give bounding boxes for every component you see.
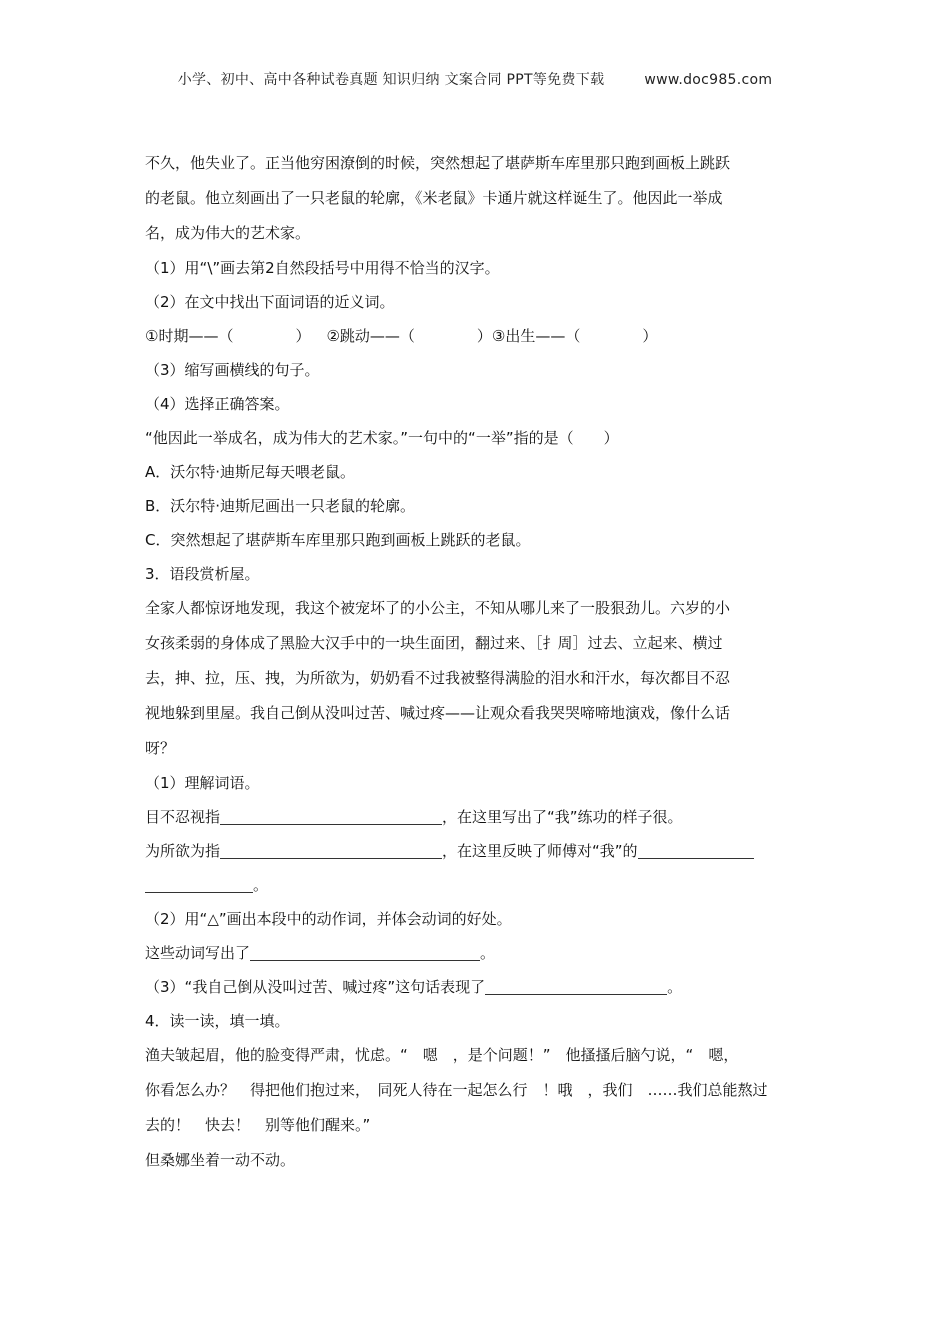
word-1-answer-line[interactable] (220, 804, 442, 825)
paragraph-line: 但桑娜坐着一动不动。 (145, 1151, 296, 1169)
synonym-row (145, 319, 809, 353)
paragraph-line: 渔夫皱起眉，他的脸变得严肃，忧虑。“ 嗯 ，是个问题！” 他搔搔后脑勺说，“ 嗯， (145, 1046, 739, 1064)
question-4: （4）选择正确答案。 (145, 395, 290, 413)
word-1-row (145, 800, 809, 834)
question-2: （2）在文中找出下面词语的近义词。 (145, 293, 395, 311)
section-3-title: 3．语段赏析屋。 (145, 565, 260, 583)
paragraph-line: 去，抻、拉，压、拽，为所欲为，奶奶看不过我被整得满脸的泪水和汗水，每次都目不忍 (145, 669, 731, 687)
question-3-end: 。 (667, 978, 683, 996)
question-1: （1）用“\”画去第2自然段括号中用得不恰当的汉字。 (145, 259, 500, 277)
word-2-row (145, 834, 809, 868)
synonym-c-close: ） (642, 327, 658, 345)
paragraph-line: 名，成为伟大的艺术家。 (145, 224, 311, 242)
question-3-label: （3）“我自己倒从没叫过苦、喊过疼”这句话表现了 (145, 978, 486, 996)
word-2-answer-line[interactable] (220, 838, 442, 859)
option-c[interactable]: C．突然想起了堪萨斯车库里那只跑到画板上跳跃的老鼠。 (145, 531, 531, 549)
word-2-suffix: ，在这里反映了师傅对“我”的 (442, 842, 638, 860)
verbs-answer-line[interactable] (250, 940, 480, 961)
paragraph-line: 你看怎么办？ 得把他们抱过来， 同死人待在一起怎么行 ！哦 ，我们 ……我们总能熬过 (145, 1081, 768, 1099)
question-4-stem: “他因此一举成名，成为伟大的艺术家。”一句中的“一举”指的是（ ） (145, 429, 619, 447)
document-body (145, 146, 809, 1177)
paragraph-line: 视地躲到里屋。我自己倒从没叫过苦、喊过疼——让观众看我哭哭啼啼地演戏，像什么话 (145, 704, 731, 722)
paragraph-line: 的老鼠。他立刻画出了一只老鼠的轮廓，《米老鼠》卡通片就这样诞生了。他因此一举成 (145, 189, 723, 207)
verbs-end: 。 (480, 944, 496, 962)
synonym-a-label: ①时期——（ (145, 327, 234, 345)
word-2-end: 。 (253, 876, 269, 894)
section-3-question-1: （1）理解词语。 (145, 774, 260, 792)
word-1-suffix: ，在这里写出了“我”练功的样子很。 (442, 808, 683, 826)
word-1-label: 目不忍视指 (145, 808, 221, 826)
synonym-c-label: ）③出生——（ (476, 327, 581, 345)
synonym-b-label: ②跳动——（ (326, 327, 415, 345)
header-site-link[interactable]: www.doc985.com (644, 72, 773, 88)
verbs-row (145, 936, 809, 970)
paragraph-line: 女孩柔弱的身体成了黑脸大汉手中的一块生面团，翻过来、［扌周］过去、立起来、横过 (145, 634, 723, 652)
page-header (0, 69, 950, 89)
section-3-question-3 (145, 970, 809, 1004)
paragraph-line: 去的！ 快去！ 别等他们醒来。” (145, 1116, 371, 1134)
verbs-label: 这些动词写出了 (145, 944, 251, 962)
paragraph-line: 呀？ (145, 739, 176, 757)
option-a[interactable]: A．沃尔特·迪斯尼每天喂老鼠。 (145, 463, 356, 481)
header-text: 小学、初中、高中各种试卷真题 知识归纳 文案合同 PPT等免费下载 (177, 72, 605, 88)
word-2-attitude-line-cont[interactable] (145, 872, 253, 893)
section-3-question-2: （2）用“△”画出本段中的动作词，并体会动词的好处。 (145, 910, 512, 928)
question-3-answer-line[interactable] (485, 974, 667, 995)
paragraph-line: 全家人都惊讶地发现，我这个被宠坏了的小公主，不知从哪儿来了一股狠劲儿。六岁的小 (145, 599, 731, 617)
word-2-continue-row (145, 868, 809, 902)
word-2-attitude-line[interactable] (638, 838, 754, 859)
synonym-a-close: ） (295, 327, 311, 345)
question-3: （3）缩写画横线的句子。 (145, 361, 320, 379)
option-b[interactable]: B．沃尔特·迪斯尼画出一只老鼠的轮廓。 (145, 497, 416, 515)
section-4-title: 4．读一读，填一填。 (145, 1012, 290, 1030)
paragraph-line: 不久，他失业了。正当他穷困潦倒的时候，突然想起了堪萨斯车库里那只跑到画板上跳跃 (145, 154, 731, 172)
word-2-label: 为所欲为指 (145, 842, 221, 860)
